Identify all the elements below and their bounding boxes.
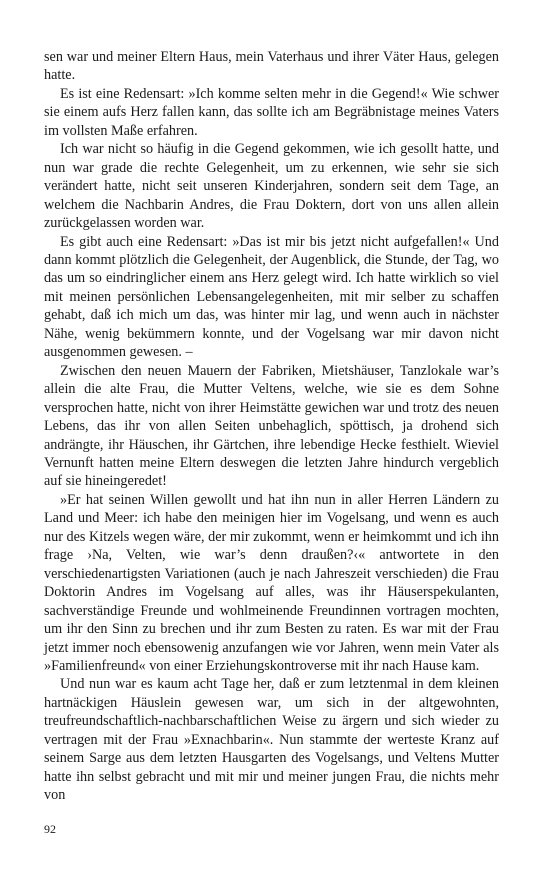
paragraph: Zwischen den neuen Mauern der Fabriken, Mietshäuser, Tanzlokale war’s allein die alte Frau, die Mutter Veltens, welche, wie sie es dem Sohne versprochen hatte, nicht von ihrer Heimstätte gewichen war und trotz des neuen Lebens, das ihr von allen Seiten unbehaglich, spöttisch, ja drohend sich andrängte, ihr Häuschen, ihr Gärtchen, ihre lebendige Hecke festhielt. Wieviel Vernunft hatten meine Eltern deswegen die letzten Jahre hindurch vergeblich auf sie hineingeredet! <box>44 362 499 490</box>
page-number: 92 <box>44 822 56 836</box>
paragraph: Ich war nicht so häufig in die Gegend gekommen, wie ich gesollt hatte, und nun war grade die rechte Gelegenheit, um zu erkennen, wie sehr sie sich verändert hatte, nicht seit unseren Kinderjahren, sondern seit dem Tage, an welchem die Nachbarin Andres, die Frau Doktern, dort von uns allen allein zurückgelassen worden war. <box>44 141 499 232</box>
paragraph: Und nun war es kaum acht Tage her, daß er zum letztenmal in dem kleinen hartnäckigen Häuslein gewesen war, um sich in der altgewohnten, treufreundschaftlich-nachbarschaftlichen Weise zu ärgern und sich wieder zu vertragen mit der Frau »Exnachbarin«. Nun stammte der werteste Kranz auf seinem Sarge aus dem letzten Hausgarten des Vogelsangs, und Veltens Mutter hatte ihn selbst gebracht und mit mir und meiner jungen Frau, die nichts mehr von <box>44 676 499 804</box>
paragraph: Es gibt auch eine Redensart: »Das ist mir bis jetzt nicht aufgefallen!« Und dann kommt plötzlich die Gelegenheit, der Augenblick, die Stunde, der Tag, wo das um so eindringlicher einem ans Herz gelegt wird. Ich hatte wirklich so viel mit meinen persönlichen Lebensangelegenheiten, mit mir selber zu schaffen gehabt, daß ich mich um das, was hinter mir lag, und wenn auch in nächster Nähe, wenig bekümmern konnte, und der Vogelsang war mir davon nicht ausgenommen gewesen. – <box>44 233 499 361</box>
paragraph: »Er hat seinen Willen gewollt und hat ihn nun in aller Herren Ländern zu Land und Meer: ich habe den meinigen hier im Vogelsang, und wenn es auch nur des Kitzels wegen wäre, der mir zukommt, wenn er heimkommt und ich ihn frage ›Na, Velten, wie war’s denn draußen?‹« antwortete in den verschiedenartigsten Variationen (auch je nach Jahreszeit verschieden) die Frau Doktorin Andres im Vogelsang auf alles, was ihr Häuserspekulanten, sachverständige Freunde und wohlmeinende Freundinnen vortragen mochten, um ihr den Sinn zu brechen und ihr zum Besten zu raten. Es war mit der Frau jetzt immer noch ebensowenig anzufangen wie vor Jahren, wenn mein Vater als »Familienfreund« von einer Erziehungskontroverse mit ihr nach Hause kam. <box>44 491 499 674</box>
paragraph: sen war und meiner Eltern Haus, mein Vaterhaus und ihrer Väter Haus, gelegen hatte. <box>44 49 499 84</box>
page-body <box>44 48 499 805</box>
paragraph: Es ist eine Redensart: »Ich komme selten mehr in die Gegend!« Wie schwer sie einem aufs Herz fallen kann, das sollte ich am Begräbnistage meines Vaters im vollsten Maße erfahren. <box>44 85 499 139</box>
